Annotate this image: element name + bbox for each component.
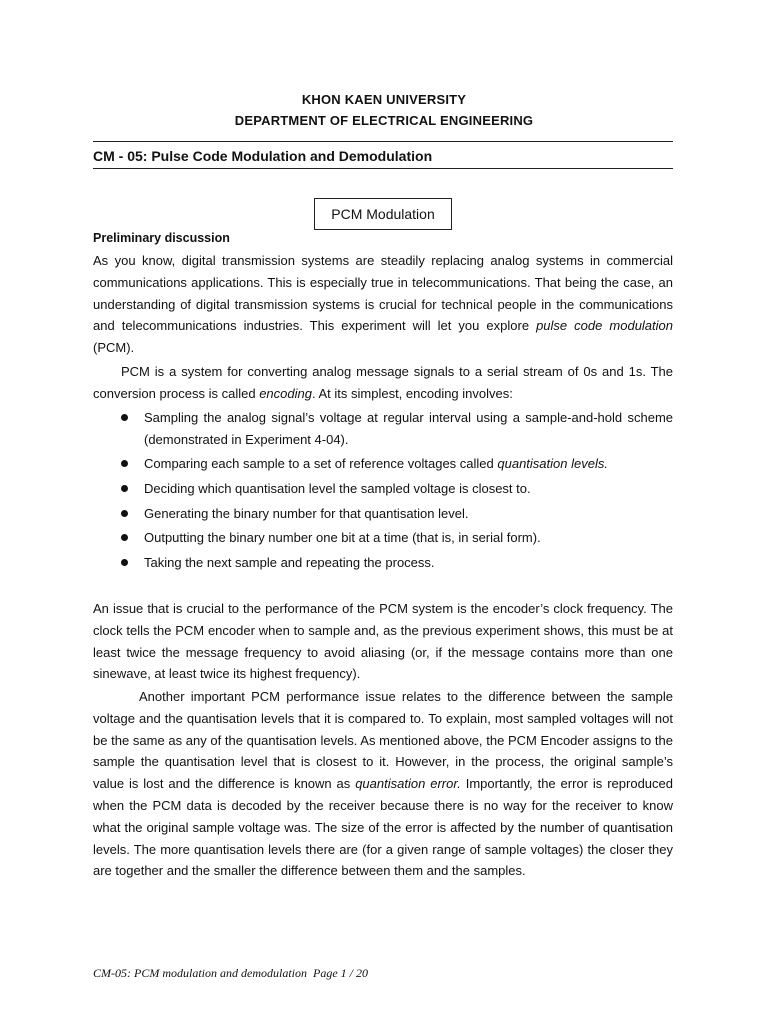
section-heading-box: PCM Modulation — [314, 198, 452, 230]
list-item — [93, 552, 673, 574]
preliminary-discussion-heading: Preliminary discussion — [93, 231, 230, 245]
bullet-icon — [121, 559, 128, 566]
list-item-text: Deciding which quantisation level the sampled voltage is closest to. — [144, 480, 531, 496]
list-item — [93, 407, 673, 451]
department-name: DEPARTMENT OF ELECTRICAL ENGINEERING — [234, 113, 534, 128]
footer-page-number: Page 1 / 20 — [312, 966, 368, 980]
paragraph-pcm-tail: . At its simplest, encoding involves: — [311, 385, 513, 401]
list-item — [93, 478, 673, 500]
footer-doc-title: CM-05: PCM modulation and demodulation — [93, 966, 307, 980]
bullet-icon — [121, 414, 128, 421]
bullet-icon — [121, 485, 128, 492]
bullet-icon — [121, 460, 128, 467]
paragraph-quant-text: Another important PCM performance issue relates to the difference between the sample voltage and the quantisation levels that it is compared to. To explain, most sampled voltages will not be the same as any of the quantisation levels. As mentioned above, the PCM Encoder assigns to the sample the quantisation level that is closest to it. However, in the process, the original sample’s value is lost and the difference is known as — [93, 689, 673, 792]
paragraph-intro-text: As you know, digital transmission systems are steadily replacing analog systems in commercial communications applications. This is especially true in telecommunications. That being the case, an understanding of digital transmission systems is crucial for technical people in the communications and telecommunications industries. This experiment will let you explore — [93, 253, 673, 334]
list-item — [93, 453, 673, 475]
list-item-text: Generating the binary number for that quantisation level. — [144, 505, 469, 521]
paragraph-clock-frequency: An issue that is crucial to the performance of the PCM system is the encoder’s clock frequency. The clock tells the PCM encoder when to sample and, as the previous experiment shows, this must be at least twice the message frequency to avoid aliasing (or, if the message contains more than one sinewave, at least twice its highest frequency). — [93, 601, 673, 682]
paragraph-intro — [93, 250, 673, 359]
list-item-text: Taking the next sample and repeating the process. — [144, 554, 435, 570]
encoding-steps-list — [93, 407, 673, 576]
list-item-text: Outputting the binary number one bit at a time (that is, in serial form). — [144, 530, 541, 546]
paragraph-pcm-text: PCM is a system for converting analog message signals to a serial stream of 0s and 1s. The conversion process is called — [93, 364, 673, 401]
bullet-icon — [121, 534, 128, 541]
title-rule-top — [93, 141, 673, 142]
bullet-icon — [121, 510, 128, 517]
list-item — [93, 503, 673, 525]
paragraph-quant-italic: quantisation error. — [355, 776, 461, 792]
university-name: KHON KAEN UNIVERSITY — [301, 92, 467, 107]
page-footer — [93, 966, 368, 981]
paragraph-intro-tail: (PCM). — [93, 340, 135, 356]
paragraph-pcm-italic: encoding — [259, 385, 312, 401]
paragraph-intro-italic: pulse code modulation — [536, 318, 673, 334]
title-rule-bottom — [93, 168, 673, 169]
paragraph-pcm-definition — [93, 361, 673, 405]
list-item-italic: quantisation levels. — [497, 456, 608, 472]
paragraph-quant-tail: Importantly, the error is reproduced when the PCM data is decoded by the receiver because there is no way for the receiver to know what the original sample voltage was. The size of the error is affected by the number of quantisation levels. The more quantisation levels there are (for a given range of sample voltages) the closer they are together and the smaller the difference between them and the samples. — [93, 776, 673, 879]
course-title: CM - 05: Pulse Code Modulation and Demodulation — [93, 148, 433, 164]
list-item — [93, 527, 673, 549]
list-item-text: Comparing each sample to a set of reference voltages called — [144, 456, 498, 472]
paragraph-quantisation-error — [93, 686, 673, 882]
list-item-text: Sampling the analog signal’s voltage at regular interval using a sample-and-hold scheme (demonstrated in Experiment 4-04). — [144, 410, 673, 447]
